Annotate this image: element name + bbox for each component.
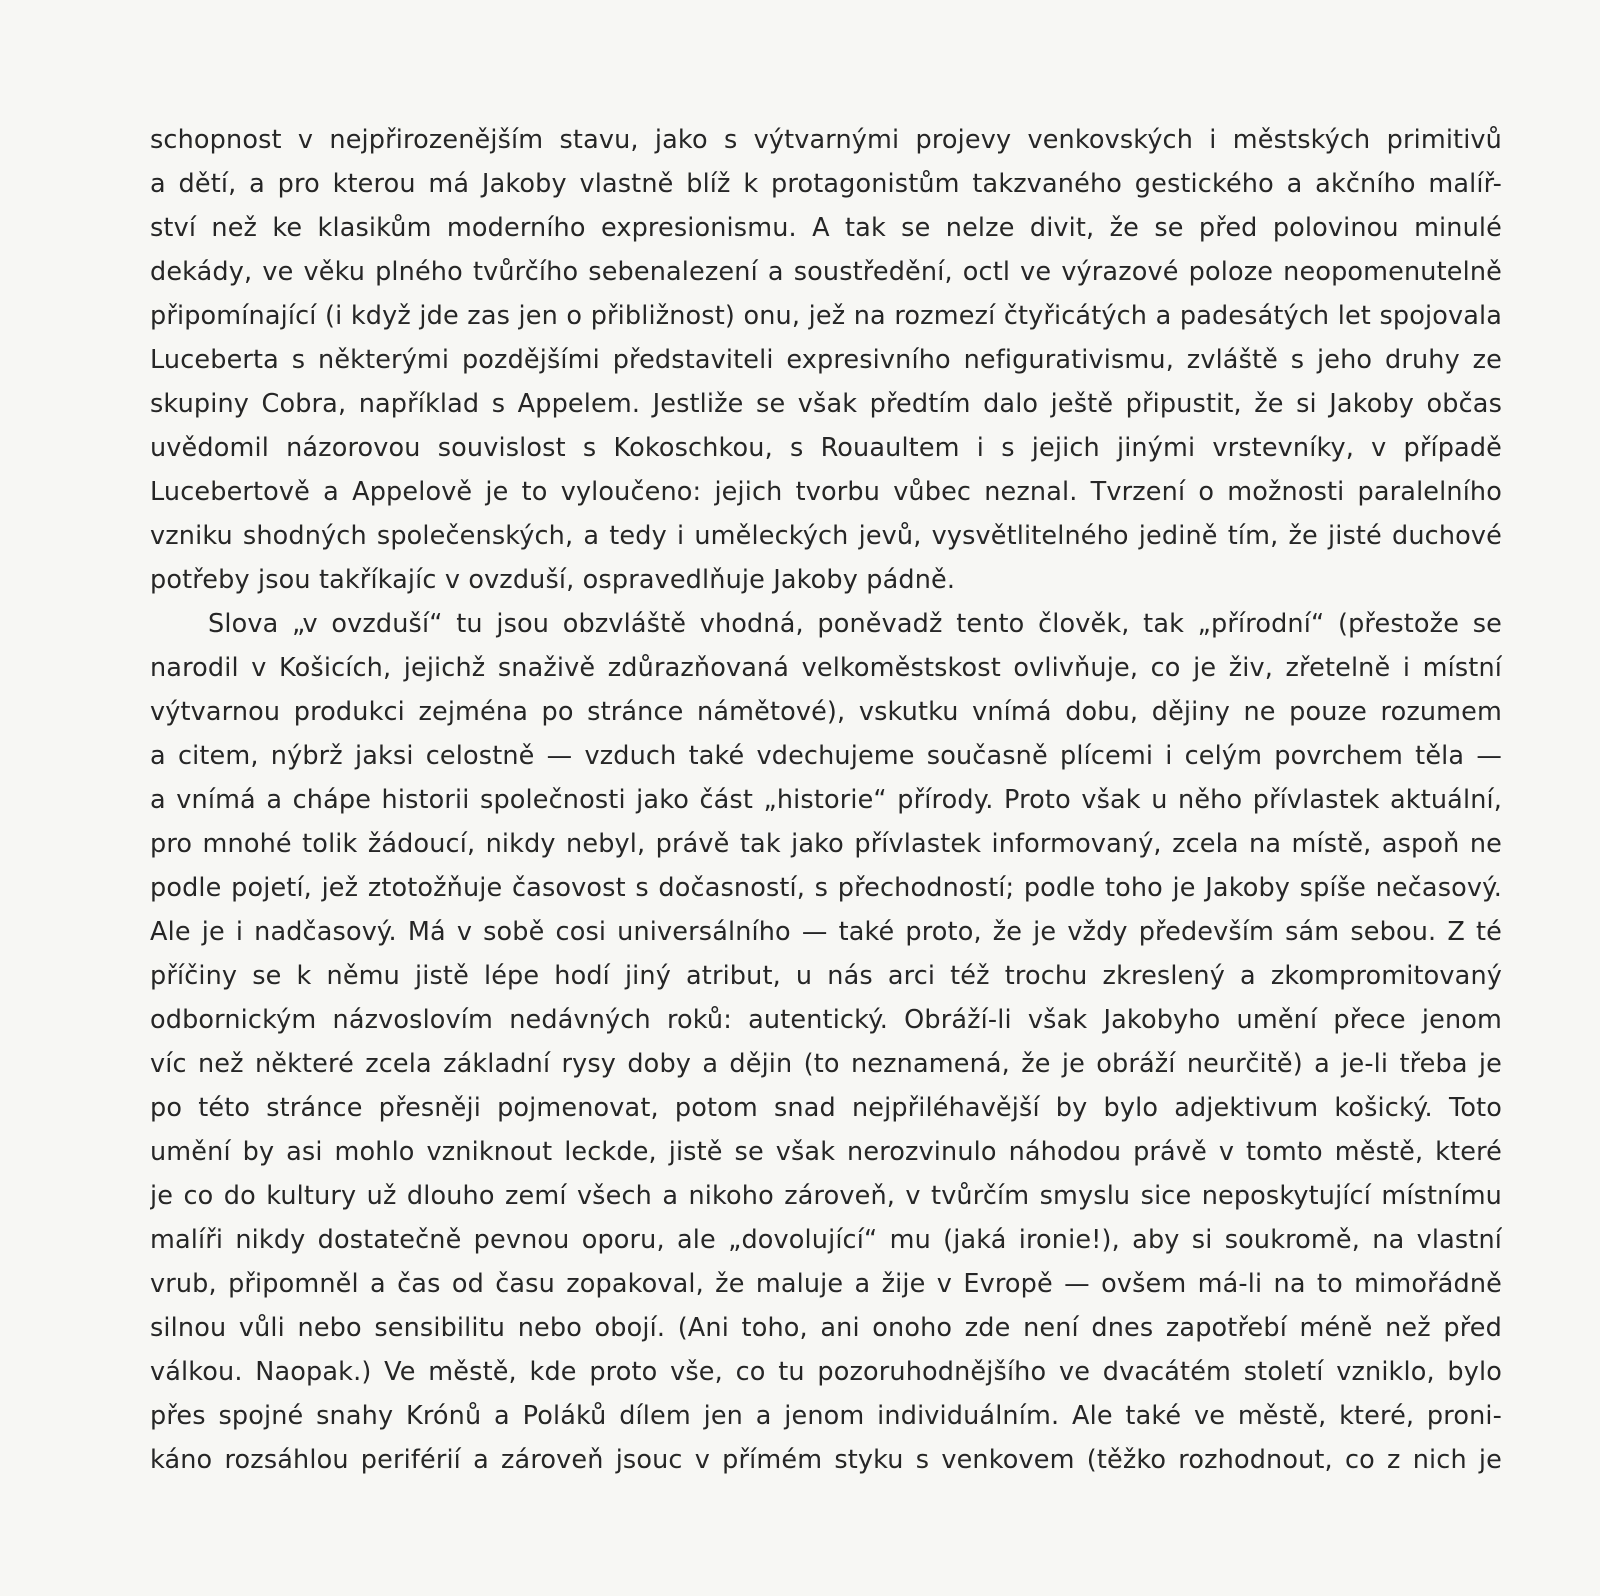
paragraph-1-line: skupiny Cobra, například s Appelem. Jestliže se však předtím dalo ještě připustit, že si Jakoby občas <box>150 389 1502 419</box>
paragraph-1-line: a dětí, a pro kterou má Jakoby vlastně blíž k protagonistům takzvaného gestického a akčního malíř- <box>150 169 1502 199</box>
paragraph-2-line: umění by asi mohlo vzniknout leckde, jistě se však nerozvinulo náhodou právě v tomto městě, které <box>150 1137 1502 1167</box>
paragraph-2-line: po této stránce přesněji pojmenovat, potom snad nejpřiléhavější by bylo adjektivum košický. Toto <box>150 1093 1502 1123</box>
paragraph-1-line: schopnost v nejpřirozenějším stavu, jako s výtvarnými projevy venkovských i městských primitivů <box>150 125 1502 155</box>
paragraph-1-line: ství než ke klasikům moderního expresionismu. A tak se nelze divit, že se před polovinou minulé <box>150 213 1502 243</box>
paragraph-1-line: vzniku shodných společenských, a tedy i uměleckých jevů, vysvětlitelného jedině tím, že jisté duchové <box>150 521 1502 551</box>
paragraph-2-line: válkou. Naopak.) Ve městě, kde proto vše, co tu pozoruhodnějšího ve dvacátém století vzniklo, bylo <box>150 1357 1502 1387</box>
paragraph-2-line: přes spojné snahy Krónů a Poláků dílem jen a jenom individuálním. Ale také ve městě, které, proni- <box>150 1401 1502 1431</box>
paragraph-1-line: připomínající (i když jde zas jen o přibližnost) onu, jež na rozmezí čtyřicátých a padesátých let spojovala <box>150 301 1502 331</box>
paragraph-2-line: odbornickým názvoslovím nedávných roků: autentický. Obráží-li však Jakobyho umění přece jenom <box>150 1005 1502 1035</box>
paragraph-1-line: uvědomil názorovou souvislost s Kokoschkou, s Rouaultem i s jejich jinými vrstevníky, v případě <box>150 433 1502 463</box>
paragraph-2-line: káno rozsáhlou periférií a zároveň jsouc v přímém styku s venkovem (těžko rozhodnout, co z nich je <box>150 1445 1502 1475</box>
paragraph-2-line: Slova „v ovzduší“ tu jsou obzvláště vhodná, poněvadž tento člověk, tak „přírodní“ (přestože se <box>208 609 1502 639</box>
paragraph-1-line: Lucebertově a Appelově je to vyloučeno: jejich tvorbu vůbec neznal. Tvrzení o možnosti paralelního <box>150 477 1502 507</box>
paragraph-2-line: výtvarnou produkci zejména po stránce námětové), vskutku vnímá dobu, dějiny ne pouze rozumem <box>150 697 1502 727</box>
paragraph-2-line: malíři nikdy dostatečně pevnou oporu, ale „dovolující“ mu (jaká ironie!), aby si soukromě, na vlastní <box>150 1225 1502 1255</box>
paragraph-1-line: dekády, ve věku plného tvůrčího sebenalezení a soustředění, octl ve výrazové poloze neopomenutelně <box>150 257 1502 287</box>
paragraph-2-line: a vnímá a chápe historii společnosti jako část „historie“ přírody. Proto však u něho přívlastek aktuální, <box>150 785 1502 815</box>
paragraph-1-line: potřeby jsou takříkajíc v ovzduší, ospravedlňuje Jakoby pádně. <box>150 565 956 595</box>
paragraph-2-line: víc než některé zcela základní rysy doby a dějin (to neznamená, že je obráží neurčitě) a je-li třeba je <box>150 1049 1502 1079</box>
paragraph-2-line: je co do kultury už dlouho zemí všech a nikoho zároveň, v tvůrčím smyslu sice neposkytující místnímu <box>150 1181 1502 1211</box>
paragraph-2-line: a citem, nýbrž jaksi celostně — vzduch také vdechujeme současně plícemi i celým povrchem těla — <box>150 741 1502 771</box>
paragraph-2-line: příčiny se k němu jistě lépe hodí jiný atribut, u nás arci též trochu zkreslený a zkompromitovaný <box>150 961 1502 991</box>
paragraph-2-line: silnou vůli nebo sensibilitu nebo obojí. (Ani toho, ani onoho zde není dnes zapotřebí méně než před <box>150 1313 1502 1343</box>
paragraph-1-line: Luceberta s některými pozdějšími představiteli expresivního nefigurativismu, zvláště s jeho druhy ze <box>150 345 1502 375</box>
paragraph-2-line: Ale je i nadčasový. Má v sobě cosi universálního — také proto, že je vždy především sám sebou. Z té <box>150 917 1502 947</box>
body-text <box>150 118 1502 1482</box>
paragraph-2-line: pro mnohé tolik žádoucí, nikdy nebyl, právě tak jako přívlastek informovaný, zcela na místě, aspoň ne <box>150 829 1502 859</box>
paragraph-2-line: narodil v Košicích, jejichž snaživě zdůrazňovaná velkoměstskost ovlivňuje, co je živ, zřetelně i místní <box>150 653 1502 683</box>
paragraph-2-line: podle pojetí, jež ztotožňuje časovost s dočasností, s přechodností; podle toho je Jakoby spíše nečasový. <box>150 873 1502 903</box>
paragraph-2-line: vrub, připomněl a čas od času zopakoval, že maluje a žije v Evropě — ovšem má-li na to mimořádně <box>150 1269 1502 1299</box>
